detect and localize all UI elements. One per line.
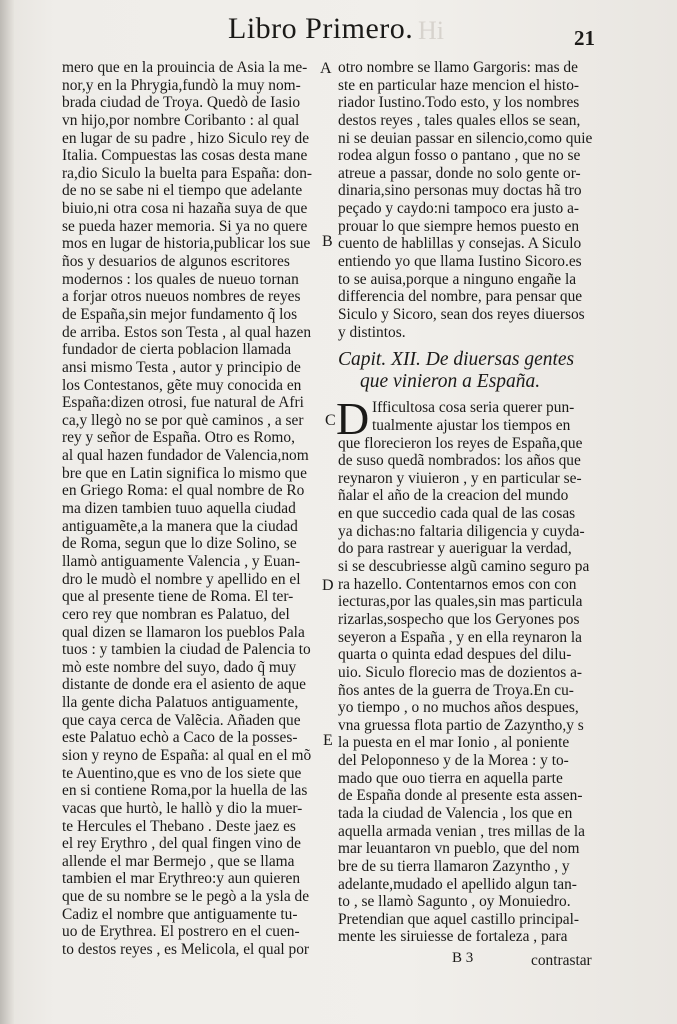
text-line: de España,sin mejor fundamento q̃ los — [62, 305, 298, 323]
text-line: uo de Erythrea. El postrero en el cuen- — [62, 923, 300, 941]
text-line: modernos : los quales de nueuo tornan — [62, 270, 299, 288]
text-line: llamò antiguamente Valencia , y Euan- — [62, 552, 301, 570]
text-line: vacas que hurtò, le hallò y dio la muer- — [62, 799, 303, 817]
text-line: Siculo y Sicoro, sean dos reyes diuersos — [338, 305, 585, 323]
text-line: vn hijo,por nombre Coribanto : al qual — [62, 111, 300, 129]
text-line: tuos : y tambien la ciudad de Palencia to — [62, 641, 311, 659]
text-line: prouar lo que siempre hemos puesto en — [338, 217, 580, 235]
text-line: atreue a passar, donde no solo gente or- — [338, 164, 581, 182]
text-line: ste en particular haze mencion el histo- — [338, 76, 580, 94]
text-line: de Roma, segun que lo dize Solino, se — [62, 535, 297, 553]
text-line: riador Iustino.Todo esto, y los nombres — [338, 94, 580, 112]
text-line: te Auentino,que es vno de los siete que — [62, 764, 302, 782]
text-line: mò este nombre del suyo, dado q̃ muy — [62, 658, 297, 676]
text-line: quarta o quinta edad despues del dilu- — [338, 646, 572, 664]
marginal-letter-c: C — [325, 412, 336, 429]
marginal-letter-b: B — [322, 233, 333, 250]
chapter-heading-line: que vinieron a España. — [360, 371, 541, 393]
text-line: mado que ouo tierra en aquella parte — [338, 769, 563, 787]
chapter-body — [336, 393, 603, 946]
text-line: peçado y caydo:ni tampoco era justo a- — [338, 200, 580, 218]
text-line: dinaria,sino personas muy doctas hã tro — [338, 182, 582, 200]
marginal-letter-a: A — [320, 60, 332, 77]
text-line: allende el mar Bermejo , que se llama — [62, 852, 295, 870]
text-line: Cadiz el nombre que antiguamente tu- — [62, 905, 298, 923]
text-line: que al presente tiene de Roma. El ter- — [62, 588, 294, 606]
text-line: ansi mismo Testa , autor y principio de — [62, 358, 301, 376]
text-line: antiguamẽte,a la manera que la ciudad — [62, 517, 298, 535]
text-line: mero que en la prouincia de Asia la me- — [62, 59, 308, 76]
text-line: que florecieron los reyes de España,que — [338, 434, 583, 452]
text-line: rodea algun fosso o pantano , que no se — [338, 147, 581, 165]
text-line: Pretendian que aquel castillo principal- — [338, 910, 580, 928]
running-title: Libro Primero. — [228, 12, 414, 45]
chapter-heading — [338, 349, 603, 393]
text-line: to se auisa,porque a ninguno engañe la — [338, 270, 577, 288]
text-line: sion y reyno de España: al qual en el mõ — [62, 746, 312, 764]
text-line: differencia del nombre, para pensar que — [338, 288, 583, 306]
text-line: en que succedio cada qual de las cosas — [338, 505, 576, 523]
text-line: aquella armada venian , tres millas de la — [338, 822, 586, 840]
text-line: seyeron a España , y en ella reynaron la — [338, 628, 583, 646]
text-line: entiendo yo que llama Iustino Sicoro.es — [338, 253, 582, 271]
text-line: to , se llamò Sagunto , oy Monuiedro. — [338, 893, 571, 911]
text-line: de no se sabe ni el tiempo que adelante — [62, 182, 303, 200]
text-line: distante de donde era el asiento de aque — [62, 676, 307, 694]
text-line: que caya cerca de Valẽcia. Añaden que — [62, 711, 301, 729]
text-line: biuio,ni otra cosa ni hazaña suya de que — [62, 200, 308, 218]
text-line: vna gruessa flota partio de Zazyntho,y s — [338, 716, 584, 734]
text-line: bre que en Latin significa lo mismo que — [62, 464, 307, 482]
text-line: en lugar de su padre , hizo Siculo rey de — [62, 129, 310, 147]
text-line: a forjar otros nueuos nombres de reyes — [62, 288, 301, 306]
text-line: fundador de cierta poblacion llamada — [62, 341, 292, 359]
text-line: cuento de hablillas y consejas. A Siculo — [338, 235, 582, 253]
text-line: qual dizen se llamaron los pueblos Pala — [62, 623, 305, 641]
marginal-letter-d: D — [322, 577, 334, 594]
text-line: dro le mudò el nombre y apellido en el — [62, 570, 301, 588]
text-line: mar leuantaron vn pueblo, que del nom — [338, 840, 580, 858]
text-line: en Griego Roma: el qual nombre de Ro — [62, 482, 305, 500]
text-line: Italia. Compuestas las cosas desta mane — [62, 147, 308, 165]
text-line: iecturas,por las quales,sin mas particula — [338, 593, 583, 611]
text-line: si se descubriesse algũ camino seguro pa — [338, 558, 590, 576]
text-line: ma dizen tambien tuuo aquella ciudad — [62, 500, 296, 518]
drop-cap-initial: D — [336, 393, 370, 445]
page-number: 21 — [574, 26, 595, 50]
text-line: rey y señor de España. Otro es Romo, — [62, 429, 295, 447]
text-line: ños y desuarios de algunos escritores — [62, 253, 290, 271]
text-line: de suso quedã nombrados: los años que — [338, 452, 581, 470]
text-line: en si contiene Roma,por la huella de las — [62, 782, 308, 800]
text-line: ni se deuian passar en silencio,como quie — [338, 129, 593, 147]
text-line: tada la ciudad de Valencia , los que en — [338, 804, 573, 822]
text-line: uio. Siculo florecio mas de dozientos a- — [338, 663, 583, 681]
text-line: adelante,mudado el apellido algun tan- — [338, 875, 577, 893]
text-line: do para rastrear y aueriguar la verdad, — [338, 540, 572, 558]
text-line: los Contestanos, gẽte muy conocida en — [62, 376, 302, 394]
text-line: brada ciudad de Troya. Quedò de Iasio — [62, 94, 301, 112]
text-line: ca,y llegò no se por què caminos , a ser — [62, 411, 304, 429]
text-line: yo tiempo , o no muchos años despues, — [338, 699, 579, 717]
text-line: al qual hazen fundador de Valencia,nom — [62, 447, 309, 465]
text-line: tualmente ajustar los tiempos en — [372, 416, 571, 434]
text-line: tambien el mar Erythreo:y aun quieren — [62, 870, 301, 888]
text-line: otro nombre se llamo Gargoris: mas de — [338, 59, 578, 76]
text-line: destos reyes , tales quales ellos se sean, — [338, 111, 581, 129]
page-header — [0, 12, 677, 52]
text-line: que de su nombre se le pegò a la ysla de — [62, 888, 310, 906]
text-line: bre de su tierra llamaron Zazyntho , y — [338, 857, 570, 875]
catchword: contrastar — [531, 952, 592, 969]
text-line: de arriba. Estos son Testa , al qual hazen — [62, 323, 312, 341]
text-line: el rey Erythro , del qual fingen vino de — [62, 835, 301, 853]
binding-gutter — [0, 0, 14, 1024]
text-line: ños antes de la guerra de Troya.En cu- — [338, 681, 574, 699]
text-line: nor,y en la Phrygia,fundò la muy nom- — [62, 76, 301, 94]
text-line: lla gente dicha Palatuos antiguamente, — [62, 694, 299, 712]
text-line: te Hercules el Thebano . Deste jaez es — [62, 817, 296, 835]
text-line: ya dichas:no faltaria diligencia y cuyda- — [338, 522, 585, 540]
text-line: rizarlas,sospecho que los Geryones pos — [338, 610, 580, 628]
text-line: España:dizen otrosi, fue natural de Afri — [62, 394, 304, 412]
text-line: Ifficultosa cosa seria querer pun- — [372, 399, 575, 417]
text-line: reynaron y viuieron , y en particular se- — [338, 469, 582, 487]
text-line: mos en lugar de historia,publicar los sue — [62, 235, 311, 253]
signature-mark: B 3 — [452, 950, 474, 966]
bleed-through-text: Hi — [418, 16, 444, 45]
marginal-letter-e: E — [323, 732, 333, 749]
right-column-top-text — [338, 59, 603, 341]
text-line: de España donde al presente esta assen- — [338, 787, 583, 805]
text-line: este Palatuo echò a Caco de la posses- — [62, 729, 298, 747]
text-line: se pueda hazer memoria. Si ya no quere — [62, 217, 308, 235]
right-text-column — [338, 59, 603, 946]
text-line: to destos reyes , es Melicola, el qual por — [62, 941, 310, 959]
text-line: y distintos. — [338, 323, 406, 341]
text-line: ra hazello. Contentarnos emos con con — [338, 575, 577, 593]
text-line: ñalar el año de la creacion del mundo — [338, 487, 569, 505]
text-line: mente les siruiesse de fortaleza , para — [338, 928, 568, 946]
text-line: del Peloponneso y de la Morea : y to- — [338, 752, 569, 770]
text-line: ra,dio Siculo la buelta para España: don- — [62, 164, 313, 182]
text-line: la puesta en el mar Ionio , al poniente — [338, 734, 570, 752]
chapter-heading-line: Capit. XII. De diuersas gentes — [338, 349, 575, 371]
left-text-column — [62, 59, 322, 959]
text-line: cero rey que nombran es Palatuo, del — [62, 605, 290, 623]
